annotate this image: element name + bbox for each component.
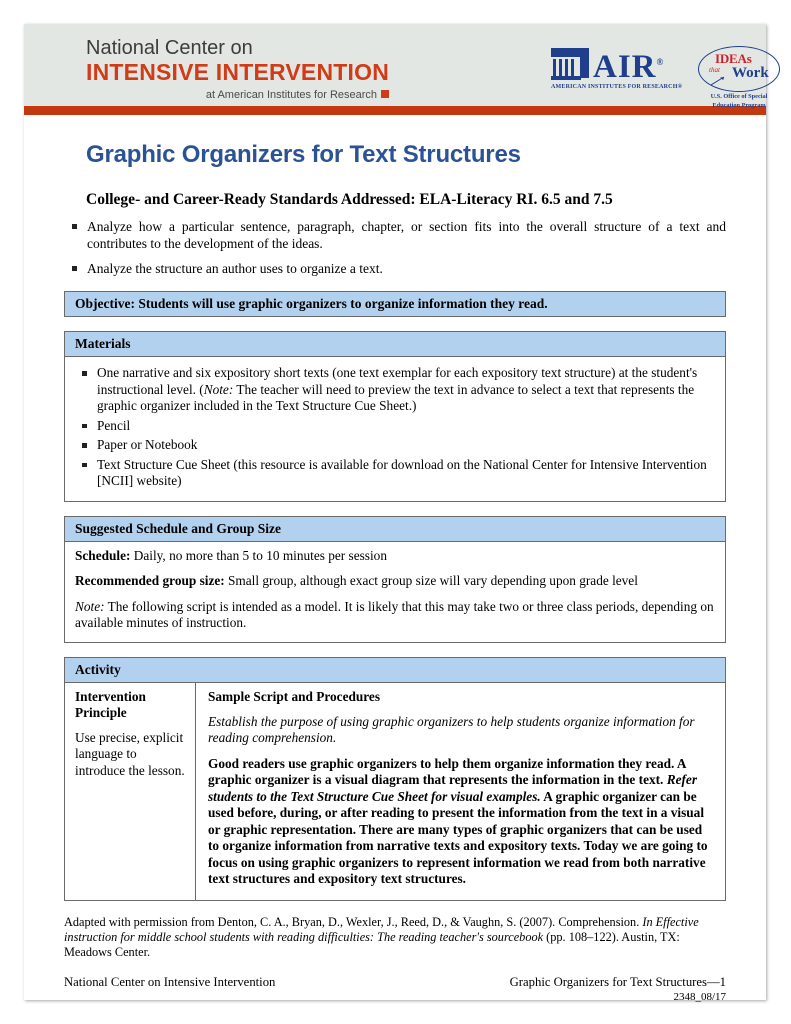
brand-line-intensive-intervention: INTENSIVE INTERVENTION: [86, 59, 390, 85]
list-item: Pencil: [75, 418, 715, 435]
page-footer: [64, 975, 726, 1005]
materials-heading: Materials: [65, 332, 725, 357]
air-trademark-icon: ®: [656, 57, 665, 67]
schedule-label: Schedule:: [75, 547, 131, 563]
schedule-note-line: [75, 599, 715, 632]
brand-affiliation-text: at American Institutes for Research: [205, 89, 378, 101]
schedule-body: [65, 542, 725, 642]
intervention-principle-line2: Principle: [75, 704, 127, 720]
activity-left-column: [65, 683, 196, 900]
brand-line-national-center: National Center on: [86, 37, 253, 59]
script-purpose-statement: Establish the purpose of using graphic organizers to help students organize information for reading comprehension.: [208, 713, 695, 745]
list-item: Paper or Notebook: [75, 437, 715, 454]
document-content: [24, 141, 766, 1005]
group-size-line: [75, 573, 715, 590]
group-size-label: Recommended group size:: [75, 573, 225, 588]
air-logo: [551, 46, 683, 90]
intervention-principle-line1: Intervention: [75, 688, 146, 704]
footer-document-title: Graphic Organizers for Text Structures—1: [509, 974, 726, 989]
objective-box: [64, 291, 726, 317]
list-item: One narrative and six expository short texts (one text exemplar for each expository text structure) at the student's instructional level. (Note: The teacher will need to preview the text in advance to select a text that represents the graphic organizer included in the Text Structure Cue Sheet.): [75, 365, 715, 415]
that-word: that: [709, 66, 720, 74]
citation-source-title: In Effective instruction for middle school students with reading difficulties: The reading teacher's sourcebook: [64, 914, 699, 944]
sample-script-heading: Sample Script and Procedures: [208, 688, 381, 704]
materials-list: [75, 365, 715, 490]
document-page: [24, 24, 769, 1003]
script-body-part2: A graphic organizer can be used before, during, or after reading to present the information from the text in a visual or graphic representation. There are many types of graphic organizers that can be used to organize information from narrative texts and expository texts. Today we are going to focus on using graphic organizers to represent information we read from both narrative text structures and expository text structures.: [208, 788, 708, 886]
footer-right-block: [510, 975, 726, 1005]
brand-line-air-affiliation: [86, 89, 389, 101]
activity-right-column: [196, 683, 725, 900]
intervention-principle-heading: [75, 689, 187, 721]
citation-part1: Adapted with permission from Denton, C. A., Bryan, D., Wexler, J., Reed, D., & Vaughn, S. (2007). Comprehension.: [64, 914, 643, 929]
schedule-box: [64, 516, 726, 643]
page-masthead: [24, 24, 769, 109]
script-body: [208, 756, 715, 888]
work-word: Work: [732, 65, 769, 81]
ideas-word: IDEAs: [715, 51, 752, 66]
air-subtitle: AMERICAN INSTITUTES FOR RESEARCH®: [551, 84, 683, 90]
objective-text: Objective: Students will use graphic organizers to organize information they read.: [65, 292, 725, 316]
air-building-icon: [551, 48, 589, 82]
activity-heading: Activity: [65, 658, 725, 683]
note-value: The following script is intended as a model. It is likely that this may take two or three class periods, depending on available minutes of instruction.: [75, 598, 714, 630]
activity-table: [65, 683, 725, 900]
ideas-that-work-logo: [696, 46, 782, 110]
schedule-line: [75, 548, 715, 565]
standards-heading: College- and Career-Ready Standards Addressed: ELA-Literacy RI. 6.5 and 7.5: [86, 191, 613, 208]
list-item: Analyze the structure an author uses to organize a text.: [64, 260, 726, 277]
citation-block: [64, 915, 726, 960]
list-item: Text Structure Cue Sheet (this resource is available for download on the National Center for Intensive Intervention [NCII] website): [75, 457, 715, 490]
schedule-value: Daily, no more than 5 to 10 minutes per session: [130, 547, 387, 563]
air-wordmark: [593, 46, 664, 83]
air-wordmark-text: AIR: [593, 49, 657, 85]
list-item: Analyze how a particular sentence, paragraph, chapter, or section fits into the overall structure of a text and contributes to the development of the ideas.: [64, 218, 726, 252]
ideas-oval-icon: [698, 46, 780, 92]
standards-list: [64, 218, 726, 277]
footer-organization: National Center on Intensive Intervention: [64, 974, 276, 989]
materials-body: [65, 357, 725, 501]
script-body-italic-cue: Refer students to the Text Structure Cue Sheet for visual examples.: [208, 772, 697, 804]
masthead-red-rule: [24, 106, 766, 115]
schedule-heading: Suggested Schedule and Group Size: [65, 517, 725, 542]
page-title: Graphic Organizers for Text Structures: [86, 141, 521, 168]
script-body-part1: Good readers use graphic organizers to help them organize information they read. A graphic organizer is a visual diagram that represents the information in the text.: [208, 755, 686, 787]
ideas-subtitle-line1: U.S. Office of Special: [710, 93, 768, 100]
arrow-icon: [711, 76, 727, 86]
ideas-subtitle-line2: Education Program: [712, 102, 766, 109]
materials-box: [64, 331, 726, 502]
intervention-principle-text: Use precise, explicit language to introduce the lesson.: [75, 729, 185, 778]
group-size-value: Small group, although exact group size will vary depending upon grade level: [224, 573, 638, 588]
note-label: Note:: [75, 598, 105, 614]
footer-document-code: 2348_08/17: [673, 990, 726, 1003]
citation-part2: (pp. 108–122). Austin, TX: Meadows Center.: [64, 929, 680, 959]
red-square-icon: [381, 90, 389, 98]
activity-box: [64, 657, 726, 901]
ncii-brand-lockup: [86, 37, 389, 101]
